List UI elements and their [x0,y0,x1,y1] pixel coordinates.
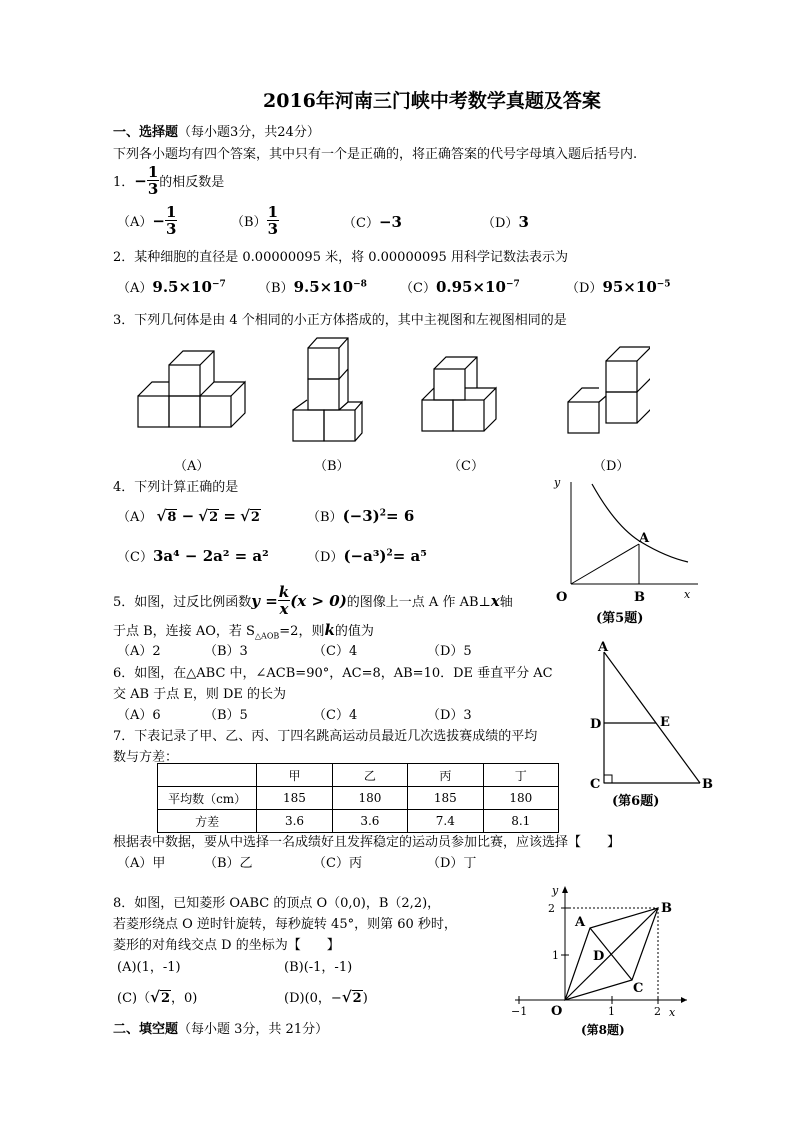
section2-note: （每小题 3分，共 21分） [178,1022,329,1037]
q8-o-label: O [551,1004,563,1019]
q6-stem-line2: 交 AB 于点 E，则 DE 的长为 [113,687,287,702]
q6-option-c: （C）4 [313,708,358,723]
q8-a-label: A [575,915,586,930]
q8-tick-x2: 2 [654,1005,661,1018]
q7-stem-line3: 根据表中数据，要从中选择一名成绩好且发挥稳定的运动员参加比赛，应该选择【 】 [113,835,621,850]
q1-option-a: （A） − $\frac{1}{3}$ [117,203,177,238]
q5-b-label: B [634,590,645,605]
table-header-row: 甲 乙 丙 丁 [158,764,559,787]
q7-stem-line1: 7．下表记录了甲、乙、丙、丁四名跳高运动员最近几次选拔赛成绩的平均 [113,729,538,744]
q8-stem-line2: 若菱形绕点 O 逆时针旋转，每秒旋转 45°，则第 60 秒时， [113,917,457,932]
q5-stem: 5．如图，过反比例函数 y = $\frac{k}{x}$ (x > 0) 的图像上一点 A 作 AB⊥ x 轴 [113,583,513,618]
section1-header [113,121,320,140]
q5-caption: (第5题) [596,611,644,626]
q6-caption: (第6题) [612,794,660,809]
q6-a-label: A [598,640,609,655]
q5-option-b: （B）3 [204,644,248,659]
q8-stem-line3: 菱形的对角线交点 D 的坐标为【 】 [113,938,340,953]
q6-d-label: D [590,717,602,732]
q1-option-c: （C）−3 [343,213,402,231]
q1-stem [113,164,224,197]
q7-option-b: （B）乙 [204,856,253,871]
q2-option-c: $(C)0.95\times 10^{-7}$ [400,278,520,296]
q5-o-label: O [556,590,568,605]
q5-y-label: y [554,476,561,489]
q7-score-table [157,763,559,833]
q6-option-a: （A）6 [117,708,161,723]
page-title: 2016年河南三门峡中考数学真题及答案 [263,90,601,112]
q3-label-d: （D） [593,459,630,474]
q8-d-label: D [593,949,605,964]
q7-option-d: （D）丁 [427,856,477,871]
q4-option-d: $(D)(-a^3)^2= a^5$ [307,547,427,565]
section1-heading: 一、选择题 [113,125,179,140]
q8-figure [505,880,705,1040]
q3-label-c: （C） [448,459,484,474]
q3-figure-a [138,351,245,427]
q8-x-label: x [669,1006,676,1019]
q8-option-a: (A)(1，-1) [117,960,181,975]
section2-heading: 二、填空题 [113,1022,179,1037]
q8-c-label: C [633,981,644,996]
q7-stem-line2: 数与方差： [113,750,179,765]
q6-e-label: E [660,715,670,730]
q8-caption: (第8题) [581,1023,625,1037]
q2-option-a: $(A)9.5\times 10^{-7}$ [117,278,226,296]
section1-instruction: 下列各小题均有四个答案，其中只有一个是正确的，将正确答案的代号字母填入题后括号内. [113,147,638,162]
table-row: 平均数（cm） 185 180 185 180 [158,787,559,810]
q3-figure-b [293,338,362,441]
q5-stem-line2: 于点 B，连接 AO，若 $S_{\triangle AOB}=2$，则k的值为 [113,621,374,641]
table-row: 方差 3.6 3.6 7.4 8.1 [158,810,559,833]
q3-stem: 3．下列几何体是由 4 个相同的小正方体搭成的，其中主视图和左视图相同的是 [113,313,567,328]
q8-y-label: y [552,884,559,897]
q2-stem: 2．某种细胞的直径是 0.00000095 米，将 0.00000095 用科学记数法表示为 [113,250,568,265]
q6-b-label: B [702,777,713,792]
q5-a-label: A [639,531,650,546]
q6-figure [586,636,726,816]
q5-figure [546,472,706,632]
q4-stem: 4．下列计算正确的是 [113,480,239,495]
q2-option-d: $(D)95\times 10^{-5}$ [566,278,671,296]
q1-option-d: （D）3 [482,213,529,231]
q3-figure-d [568,347,650,433]
q8-tick-x1: 1 [608,1005,615,1018]
q1-number: 1． [113,175,135,190]
q5-option-d: （D）5 [427,644,472,659]
q5-x-label: x [684,588,691,601]
q1-neg: − [134,171,147,190]
q4-option-b: $(B)(-3)^2= 6$ [307,507,415,525]
section1-note: （每小题3分，共24分） [178,125,320,140]
q1-fraction: $\frac{1}{3}$ [147,163,159,198]
q3-cube-figures [130,330,650,450]
q4-option-a: （A） √8 − √2 = √2 [117,507,260,525]
q6-c-label: C [590,777,601,792]
q8-tick-2: 2 [548,902,555,915]
q7-option-a: （A）甲 [117,856,166,871]
q8-tick-1: 1 [552,949,559,962]
q6-option-b: （B）5 [204,708,248,723]
q3-label-b: （B） [314,459,350,474]
q8-b-label: B [661,901,672,916]
q8-option-d: (D)(0，−√2) [284,988,368,1006]
q8-option-c: (C)（√2，0) [117,988,198,1006]
q2-option-b: $(B)9.5\times 10^{-8}$ [258,278,367,296]
q4-option-c: （C）3a⁴ − 2a² = a² [117,547,269,565]
q5-option-a: （A）2 [117,644,161,659]
q8-tick-neg1: −1 [511,1005,528,1018]
q5-option-c: （C）4 [313,644,358,659]
q3-figure-c [422,357,496,431]
q6-stem-line1: 6．如图，在△ABC 中，∠ACB=90°，AC=8，AB=10．DE 垂直平分 AC [113,666,553,681]
q8-stem-line1: 8．如图，已知菱形 OABC 的顶点 O（0,0)，B（2,2)， [113,896,441,911]
q7-option-c: （C）丙 [313,856,362,871]
q1-tail: 的相反数是 [159,175,225,190]
q1-option-b: （B） $\frac{1}{3}$ [231,203,278,238]
q3-label-a: （A） [174,459,210,474]
q8-option-b: (B)(-1，-1) [284,960,353,975]
q6-option-d: （D）3 [427,708,472,723]
section2-header [113,1018,328,1037]
